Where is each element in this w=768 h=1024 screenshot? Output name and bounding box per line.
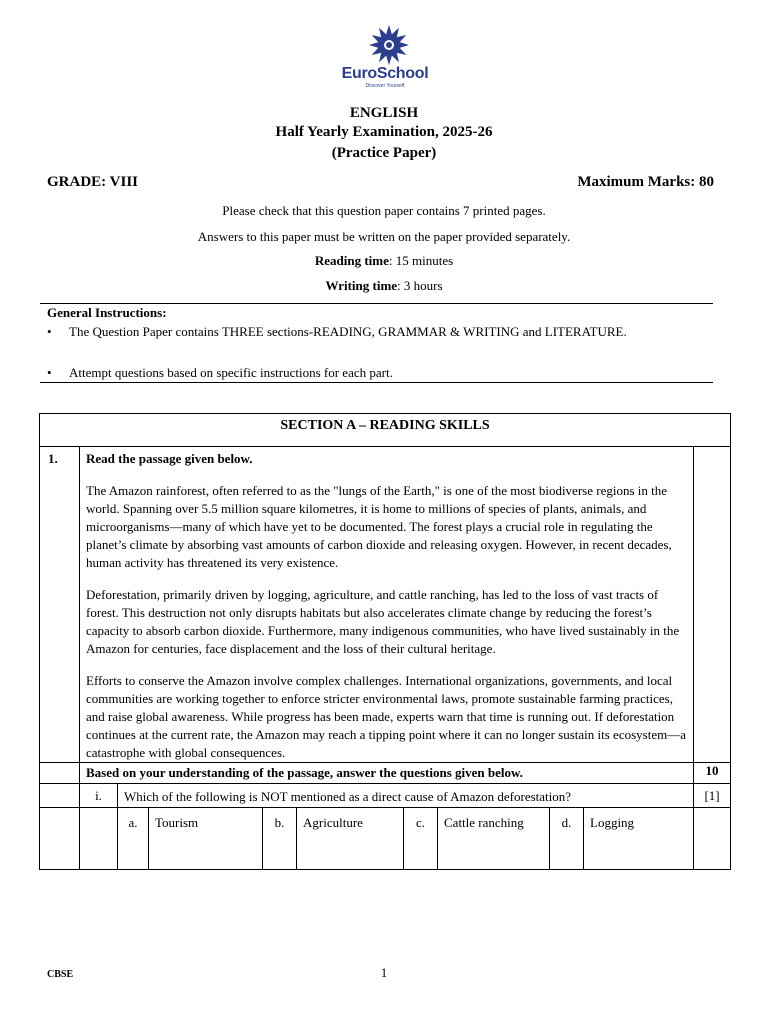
section-a-table xyxy=(39,413,731,870)
option-letter: c. xyxy=(404,808,438,870)
grade-label: GRADE: VIII xyxy=(47,174,138,190)
instructions-bottom-rule xyxy=(40,382,713,383)
marks-cell xyxy=(694,447,731,763)
empty-cell xyxy=(40,763,80,784)
euroschool-logo-icon xyxy=(366,24,412,66)
option-letter: a. xyxy=(118,808,149,870)
passage-instruction: Read the passage given below. xyxy=(86,451,253,466)
empty-cell xyxy=(694,808,731,870)
logo-tagline: Discover Yourself xyxy=(365,83,405,89)
writing-time-value: : 3 hours xyxy=(397,278,443,293)
subject-title: ENGLISH xyxy=(349,105,419,121)
option-text: Logging xyxy=(584,808,694,870)
page-number: 1 xyxy=(380,965,388,980)
reading-time-label: Reading time xyxy=(314,253,389,268)
bullet-icon: • xyxy=(47,365,52,380)
writing-time xyxy=(0,278,768,294)
paper-type: (Practice Paper) xyxy=(331,145,437,161)
exam-title: Half Yearly Examination, 2025-26 xyxy=(275,124,493,140)
answers-note: Answers to this paper must be written on the paper provided separately. xyxy=(197,229,571,244)
max-marks-label: Maximum Marks: 80 xyxy=(577,174,714,190)
instruction-item: • The Question Paper contains THREE sections-READING, GRAMMAR & WRITING and LITERATURE. xyxy=(47,322,707,342)
bullet-icon: • xyxy=(47,324,52,339)
sub-question-marks: [1] xyxy=(694,784,731,808)
option-text: Tourism xyxy=(149,808,263,870)
reading-time-value: : 15 minutes xyxy=(388,253,454,268)
passage-paragraph: The Amazon rainforest, often referred to as the "lungs of the Earth," is one of the most biodiverse regions in the world. Spanning over 5.5 million square kilometres, it is home to millions of species of plants, animals, and microorganisms—many of which have yet to be documented. The forest plays a crucial role in regulating the planet’s climate by absorbing vast amounts of carbon dioxide and releasing oxygen. However, in recent decades, human activity has threatened its very existence. xyxy=(86,483,672,570)
empty-cell xyxy=(80,808,118,870)
empty-cell xyxy=(40,784,80,808)
writing-time-label: Writing time xyxy=(325,278,398,293)
sub-question-text: Which of the following is NOT mentioned as a direct cause of Amazon deforestation? xyxy=(118,784,694,808)
logo-wordmark: EuroSchool xyxy=(341,65,429,82)
reading-passage xyxy=(80,447,694,763)
instruction-item: • Attempt questions based on specific instructions for each part. xyxy=(47,363,707,383)
section-heading: SECTION A – READING SKILLS xyxy=(40,414,731,447)
passage-paragraph: Efforts to conserve the Amazon involve complex challenges. International organizations, governments, and local communities are working together to enforce stricter environmental laws, promote sustainable farming practices, and raise global awareness. While progress has been made, experts warn that time is running out. If deforestation continues at the current rate, the Amazon may reach a tipping point where it can no longer sustain its ecosystem—a catastrophe with global consequences. xyxy=(86,673,686,760)
board-label: CBSE xyxy=(47,969,74,980)
passage-paragraph: Deforestation, primarily driven by logging, agriculture, and cattle ranching, has led to the loss of vast tracts of forest. This destruction not only disrupts habitats but also accelerates climate change by reducing the forest’s capacity to absorb carbon dioxide. Furthermore, many indigenous communities, who have lived sustainably in the Amazon for centuries, face displacement and the loss of their cultural heritage. xyxy=(86,587,680,656)
sub-question-number: i. xyxy=(80,784,118,808)
empty-cell xyxy=(40,808,80,870)
option-text: Cattle ranching xyxy=(438,808,550,870)
option-letter: b. xyxy=(263,808,297,870)
question-number: 1. xyxy=(40,447,80,763)
option-letter: d. xyxy=(550,808,584,870)
questions-instruction: Based on your understanding of the passage, answer the questions given below. xyxy=(80,763,694,784)
instructions-top-rule xyxy=(40,303,713,304)
total-marks: 10 xyxy=(694,763,731,784)
pages-note: Please check that this question paper contains 7 printed pages. xyxy=(222,203,546,218)
option-text: Agriculture xyxy=(297,808,404,870)
instructions-title: General Instructions: xyxy=(47,305,167,320)
reading-time xyxy=(0,253,768,269)
